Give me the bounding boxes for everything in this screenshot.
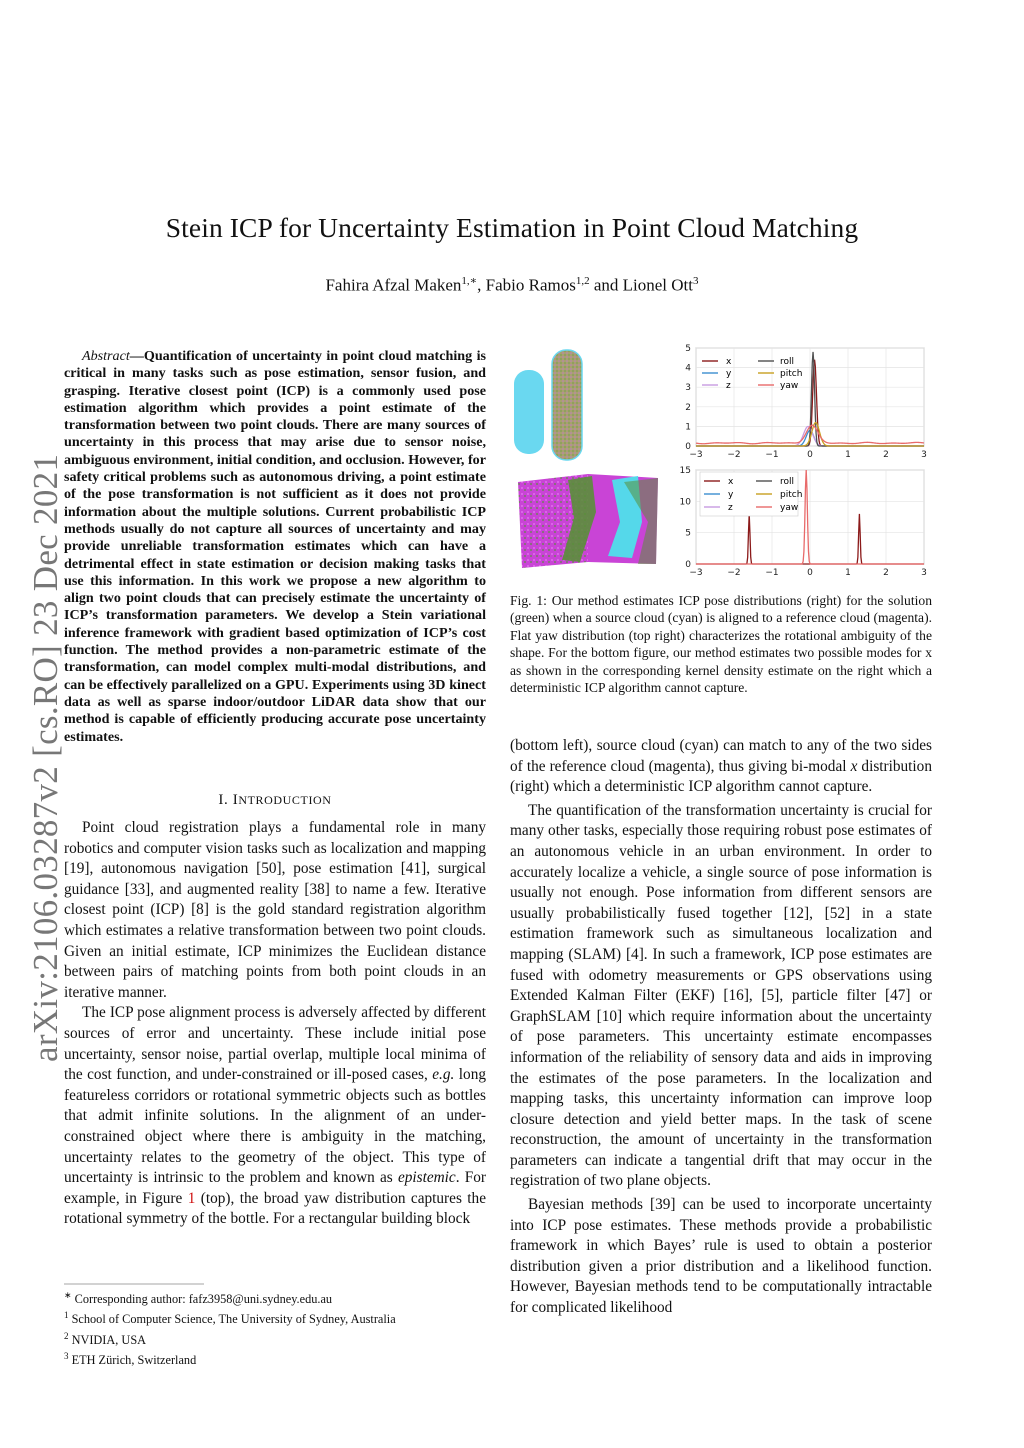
para2-text-c: . For example, in Figure (64, 1169, 487, 1207)
legend-label-z: z (726, 381, 731, 391)
right-paragraph-2: The quantification of the transformation uncertainty is crucial for many other tasks, especially those requiring robust pose estimates of an autonomous vehicle in an urban environment. In order to accurately localize a vehicle, a single source of pose information is usually not enough. Pose information from different sensors are usually probabilistically fused together [12], [52] in a state estimation framework such as simultaneous localization and mapping (SLAM) [4]. In such a framework, ICP pose estimates are fused with odometry measurements or GPS observations using Extended Kalman Filter (EKF) [16], [5], particle filter [47] or GraphSLAM [10] which require information about the uncertainty of pose parameters. This uncertainty estimate encompasses information of the reliability of sensory data and aids in improving the estimates of the pose parameters. In the localization and mapping tasks, this uncertainty information can improve loop closure detection and yield better maps. In the task of scene reconstruction, the amount of uncertainty in the transformation parameters can indicate a tangential drift that may occur in the registration of two plane objects. (510, 801, 932, 1190)
x-tick-label: 1 (845, 568, 851, 578)
author-1-affil: 1,∗ (461, 275, 478, 287)
plot-legend (702, 357, 802, 391)
para2-eg: e.g. (432, 1066, 455, 1084)
y-tick-label: 2 (685, 402, 691, 413)
x-tick-label: 3 (921, 568, 927, 578)
left-body-text (64, 818, 486, 1230)
author-3: and Lionel Ott (589, 275, 694, 295)
footnotes (64, 1288, 486, 1368)
section-title-rest: NTRODUCTION (238, 793, 332, 807)
legend-label-yaw: yaw (780, 381, 799, 391)
x-tick-label: −2 (727, 450, 741, 460)
y-tick-label: 3 (685, 383, 691, 394)
y-tick-label: 0 (685, 442, 691, 452)
legend-label-pitch: pitch (780, 369, 803, 379)
footnote-mark: 3 (64, 1350, 69, 1361)
y-tick-label: 15 (679, 466, 691, 476)
paper-title: Stein ICP for Uncertainty Estimation in Point Cloud Matching (165, 212, 859, 243)
footnote-text: School of Computer Science, The University of Sydney, Australia (68, 1312, 396, 1327)
y-tick-label: 4 (685, 363, 691, 374)
arxiv-watermark: arXiv:2106.03287v2 [cs.RO] 23 Dec 2021 (26, 453, 65, 1062)
legend-label-roll: roll (780, 477, 795, 487)
footnote-text: Corresponding author: fafz3958@uni.sydney.edu.au (71, 1292, 333, 1307)
y-tick-label: 1 (685, 422, 691, 433)
x-tick-label: 0 (807, 568, 813, 578)
footnote-mark: 1 (64, 1310, 69, 1321)
para2-text-d: (top), the broad yaw distribution captures the rotational symmetry of the bottle. For a rectangular building block (64, 1189, 486, 1228)
right-body-text (510, 736, 932, 1319)
para2-text-b: long featureless corridors or rotational symmetric objects such as bottles that admit infinite solutions. In the alignment of an under-constrained object where there is ambiguity in the matching, uncertainty relates to the geometry of the object. This type of uncertainty is intrinsic to the problem and known as (64, 1066, 486, 1187)
x-tick-label: −3 (689, 568, 703, 578)
rp1-x: x (850, 757, 858, 775)
legend-label-roll: roll (780, 357, 795, 367)
footnote-text: ETH Zürich, Switzerland (68, 1352, 197, 1367)
legend-label-y: y (728, 490, 734, 500)
x-tick-label: −3 (689, 450, 703, 460)
x-tick-label: −1 (765, 450, 779, 460)
para2-text-a: The ICP pose alignment process is adversely affected by different sources of error and uncertainty. These include initial pose uncertainty, sensor noise, partial overlap, multiple local minima of the cost function, and under-constrained or ill-posed cases, (64, 1004, 486, 1084)
figure-1-svg (508, 342, 932, 584)
x-tick-label: 0 (807, 450, 813, 460)
legend-label-yaw: yaw (780, 503, 799, 513)
author-3-affil: 3 (693, 275, 699, 287)
abstract-label: Abstract (82, 348, 130, 364)
footnote-affil-3 (64, 1348, 486, 1368)
section-numeral: I. I (218, 792, 239, 808)
footnote-rule (64, 1283, 204, 1285)
author-1: Fahira Afzal Maken (325, 275, 462, 295)
y-tick-label: 10 (679, 497, 691, 508)
y-tick-label: 0 (685, 560, 691, 570)
legend-label-x: x (728, 477, 734, 487)
author-list (0, 274, 1024, 296)
y-tick-label: 5 (685, 528, 691, 539)
x-tick-label: −2 (727, 568, 741, 578)
figure-ref-link[interactable]: 1 (187, 1189, 196, 1207)
footnote-mark: 2 (64, 1330, 69, 1341)
footnote-corresponding (64, 1288, 486, 1307)
footnote-affil-1 (64, 1307, 486, 1327)
section-heading-introduction (64, 792, 486, 809)
legend-label-pitch: pitch (780, 490, 803, 500)
footnote-affil-2 (64, 1328, 486, 1348)
author-2-affil: 1,2 (575, 275, 590, 287)
y-tick-label: 5 (685, 344, 691, 354)
x-tick-label: 2 (883, 568, 889, 578)
right-paragraph-3: Bayesian methods [39] can be used to incorporate uncertainty into ICP pose estimates. These methods provide a probabilistic framework in which Bayes’ rule is used to obtain a posterior distribution given a prior distribution and a likelihood function. However, Bayesian methods tend to be computationally intractable for complicated likelihood (510, 1196, 932, 1317)
author-2: , Fabio Ramos (477, 275, 576, 295)
x-tick-label: 3 (921, 450, 927, 460)
rp1-text-a: (bottom left), source cloud (cyan) can match to any of the two sides of the reference cloud (magenta), thus giving bi-modal (510, 737, 932, 775)
legend-label-x: x (726, 357, 732, 367)
x-tick-label: −1 (765, 568, 779, 578)
kde-plot-bottom (680, 466, 927, 578)
intro-paragraph-2 (64, 1003, 486, 1230)
figure-1 (508, 342, 932, 584)
footnote-mark: ∗ (64, 1291, 72, 1301)
footnote-text: NVIDIA, USA (68, 1332, 147, 1347)
kde-plot-top (685, 344, 927, 460)
legend-label-y: y (726, 369, 732, 379)
abstract (64, 348, 486, 746)
plot-legend (700, 472, 802, 516)
rp1-text-b: distribution (right) which a deterministic ICP algorithm cannot capture. (510, 757, 932, 796)
legend-label-z: z (728, 503, 733, 513)
para2-epistemic: epistemic (397, 1169, 456, 1187)
x-tick-label: 1 (845, 450, 851, 460)
x-tick-label: 2 (883, 450, 889, 460)
abstract-text: Quantification of uncertainty in point cloud matching is critical in many tasks such as pose estimation, sensor fusion, and grasping. Iterative closest point (ICP) is a commonly used pose estimation algorithm which provides a point estimate of the transformation between two point clouds. There are many sources of uncertainty in this process that may arise due to sensor noise, ambiguous environment, initial condition, and occlusion. However, for safety critical problems such as autonomous driving, a point estimate of the pose transformation is not sufficient as it does not provide information about the multiple solutions. Current probabilistic ICP methods usually do not capture all sources of uncertainty and may provide unreliable transformation estimates which can have a detrimental effect in state estimation or decision making tasks that use this information. In this work we propose a new algorithm to align two point clouds that can precisely estimate the uncertainty of ICP’s transformation parameters. We develop a Stein variational inference framework with gradient based optimization of ICP’s cost function. The method provides a non-parametric estimate of the transformation, can model complex multi-modal distributions, and can be effectively parallelized on a GPU. Experiments using 3D kinect data as well as sparse indoor/outdoor LiDAR data show that our method is capable of efficiently producing accurate pose uncertainty estimates. (64, 348, 486, 745)
intro-paragraph-1: Point cloud registration plays a fundamental role in many robotics and computer vision tasks such as localization and mapping [19], autonomous navigation [50], pose estimation [41], surgical guidance [33], and augmented reality [38] to name a few. Iterative closest point (ICP) [8] is the gold standard registration algorithm which estimates a relative transformation between two point clouds. Given an initial estimate, ICP minimizes the Euclidean distance between pairs of matching points from both point clouds in an iterative manner. (64, 819, 486, 1001)
abstract-dash: — (129, 348, 144, 364)
figure-1-caption: Fig. 1: Our method estimates ICP pose distributions (right) for the solution (green) when a source cloud (cyan) is aligned to a reference cloud (magenta). Flat yaw distribution (top right) characterizes the rotational ambiguity of the shape. For the bottom figure, our method estimates two possible modes for x as shown in the corresponding kernel density estimate on the right which a deterministic ICP algorithm cannot capture. (510, 593, 932, 696)
bottle-reference-cloud (552, 350, 582, 460)
right-paragraph-1 (510, 736, 932, 798)
bottle-source-cloud (514, 370, 544, 454)
